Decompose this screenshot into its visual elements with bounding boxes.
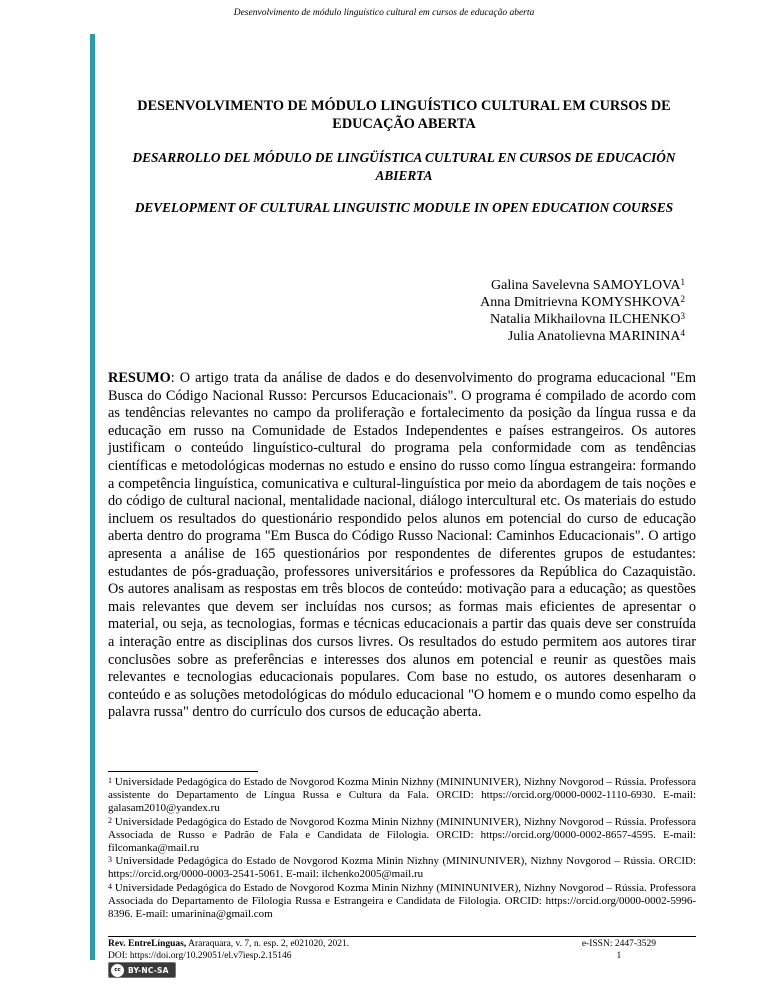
footnote-text: Universidade Pedagógica do Estado de Novgorod Kozma Minin Nizhny (MININUNIVER), Nizhny Novgorod – Rússia. Professora Associada do Departamento de Filologia Russa e Estrangeira e Candidata de Filologia. ORCID: https://orcid.org/0000-0002-5996-8396. E-mail: umarinina@gmail.com <box>108 881 697 921</box>
abstract-label: RESUMO <box>108 370 171 386</box>
author-name: Natalia Mikhailovna ILCHENKO <box>489 312 681 327</box>
author-line <box>480 294 685 311</box>
eissn: e-ISSN: 2447-3529 <box>581 939 656 949</box>
footnote-number: 3 <box>108 855 112 865</box>
footnote-text: Universidade Pedagógica do Estado de Novgorod Kozma Minin Nizhny (MININUNIVER), Nizhny Novgorod – Rússia. Professora Associada de Russo e Padrão de Fala e Candidata de Filologia. ORCID: https://orcid.org/0000-0002-8657-4595. E-mail: filcomanka@mail.ru <box>108 815 697 855</box>
title-spanish: DESARROLLO DEL MÓDULO DE LINGÜÍSTICA CULTURAL EN CURSOS DE EDUCACIÓN ABIERTA <box>132 150 676 183</box>
footnote-marker[interactable]: 3 <box>680 311 685 321</box>
page-number: 1 <box>616 950 622 961</box>
abstract-text: O artigo trata da análise de dados e do desenvolvimento do programa educacional "Em Busca do Código Nacional Russo: Percursos Educacionais". O programa é compilado de acordo com as tendências relevantes no campo da proliferação e fortalecimento da posição da língua russa e da educação em russo na Comunidade de Estados Independentes e países estrangeiros. Os autores justificam o conteúdo linguístico-cultural do programa pela conformidade com as tendências científicas e metodológicas modernas no estudo e ensino do russo como língua estrangeira: formando a competência linguística, comunicativa e cultural-linguística por meio da abordagem de tais noções e do código de cultural nacional, mentalidade nacional, diálogo intercultural etc. Os materiais do estudo incluem os resultados do questionário respondido pelos alunos em potencial do curso de educação aberta dentro do programa "Em Busca do Código Russo Nacional: Caminhos Educacionais". O artigo apresenta a análise de 165 questionários por respondentes de diferentes grupos de estudantes: estudantes de pós-graduação, professores universitários e professores da República do Cazaquistão. Os autores analisam as respostas em três blocos de conteúdo: motivação para a educação; as questões mais relevantes que devem ser incluídas nos cursos; as formas mais eficientes de apresentar o material, ou seja, as tecnologias, formas e técnicas educacionais a partir das quais deve ser construída a interação entre as disciplinas dos cursos livres. Os resultados do estudo permitem aos autores tirar conclusões sobre as preferências e interesses dos alunos em potencial e reunir as questões mais relevantes e tecnologias educacionais populares. Com base no estudo, os autores desenharam o conteúdo e as soluções metodológicas do módulo educacional "O homem e o mundo como espelho da palavra russa" dentro do currículo dos cursos de educação aberta. <box>108 370 697 721</box>
abstract: RESUMO: O artigo trata da análise de dados e do desenvolvimento do programa educacional "Em Busca do Código Nacional Russo: Percursos Educacionais". O programa é compilado de acordo com as tendências relevantes no campo da proliferação e fortalecimento da posição da língua russa e da educação em russo na Comunidade de Estados Independentes e países estrangeiros. Os autores justificam o conteúdo linguístico-cultural do programa pela conformidade com as tendências científicas e metodológicas modernas no estudo e ensino do russo como língua estrangeira: formando a competência linguística, comunicativa e cultural-linguística por meio da abordagem de tais noções e do código de cultural nacional, mentalidade nacional, diálogo intercultural etc. Os materiais do estudo incluem os resultados do questionário respondido pelos alunos em potencial do curso de educação aberta dentro do programa "Em Busca do Código Russo Nacional: Caminhos Educacionais". O artigo apresenta a análise de 165 questionários por respondentes de diferentes grupos de estudantes: estudantes de pós-graduação, professores universitários e professores da República do Cazaquistão. Os autores analisam as respostas em três blocos de conteúdo: motivação para a educação; as questões mais relevantes que devem ser incluídas nos cursos; as formas mais eficientes de apresentar o material, ou seja, as tecnologias, formas e técnicas educacionais a partir das quais deve ser construída a interação entre as disciplinas dos cursos livres. Os resultados do estudo permitem aos autores tirar conclusões sobre as preferências e interesses dos alunos em potencial e reunir as questões mais relevantes e tecnologias educacionais populares. Com base no estudo, os autores desenharam o conteúdo e as soluções metodológicas do módulo educacional "O homem e o mundo como espelho da palavra russa" dentro do currículo dos cursos de educação aberta. <box>108 370 697 721</box>
journal-name: Rev. EntreLínguas, <box>108 939 187 949</box>
footnote-marker[interactable]: 1 <box>680 277 685 287</box>
footer-citation <box>108 939 349 962</box>
side-accent-bar <box>90 34 95 960</box>
author-line <box>480 311 685 328</box>
title-english: DEVELOPMENT OF CULTURAL LINGUISTIC MODULE IN OPEN EDUCATION COURSES <box>134 200 674 215</box>
footnote-text: Universidade Pedagógica do Estado de Novgorod Kozma Minin Nizhny (MININUNIVER), Nizhny Novgorod – Rússia. ORCID: https://orcid.org/0000-0003-2541-5061. E-mail: ilchenko2005@mail.ru <box>108 855 697 881</box>
footnote-marker[interactable]: 4 <box>680 328 685 338</box>
author-list <box>480 277 685 345</box>
creative-commons-icon: cc <box>111 964 124 977</box>
footnotes <box>108 776 696 921</box>
footer-issn <box>582 939 656 962</box>
author-name: Julia Anatolievna MARININA <box>507 329 681 344</box>
license-badge[interactable] <box>108 962 176 978</box>
footnote-number: 4 <box>108 881 112 891</box>
footnote-marker[interactable]: 2 <box>680 294 685 304</box>
running-header: Desenvolvimento de módulo linguístico cultural em cursos de educação aberta <box>233 8 535 18</box>
footnote <box>108 816 696 856</box>
license-label: BY-NC-SA <box>128 965 169 975</box>
author-line <box>480 328 685 345</box>
footnote <box>108 882 696 922</box>
author-line <box>480 277 685 294</box>
footnote <box>108 776 696 816</box>
footnote <box>108 855 696 881</box>
footnote-text: Universidade Pedagógica do Estado de Novgorod Kozma Minin Nizhny (MININUNIVER), Nizhny Novgorod – Rússia. Professora assistente do Departamento de Língua Russa e Cultura da Fala. ORCID: https://orcid.org/0000-0002-1110-6930. E-mail: galasam2010@yandex.ru <box>108 776 697 815</box>
footer-divider <box>108 936 696 937</box>
footnote-number: 2 <box>108 815 112 825</box>
footnote-divider <box>108 771 258 772</box>
title-portuguese: DESENVOLVIMENTO DE MÓDULO LINGUÍSTICO CULTURAL EM CURSOS DE EDUCAÇÃO ABERTA <box>137 98 671 132</box>
doi-link[interactable]: DOI: https://doi.org/10.29051/el.v7iesp.2.15146 <box>108 950 292 961</box>
citation-text: Araraquara, v. 7, n. esp. 2, e021020, 2021. <box>188 939 350 949</box>
author-name: Galina Savelevna SAMOYLOVA <box>491 278 681 293</box>
author-name: Anna Dmitrievna KOMYSHKOVA <box>480 295 681 310</box>
footnote-number: 1 <box>108 776 112 785</box>
